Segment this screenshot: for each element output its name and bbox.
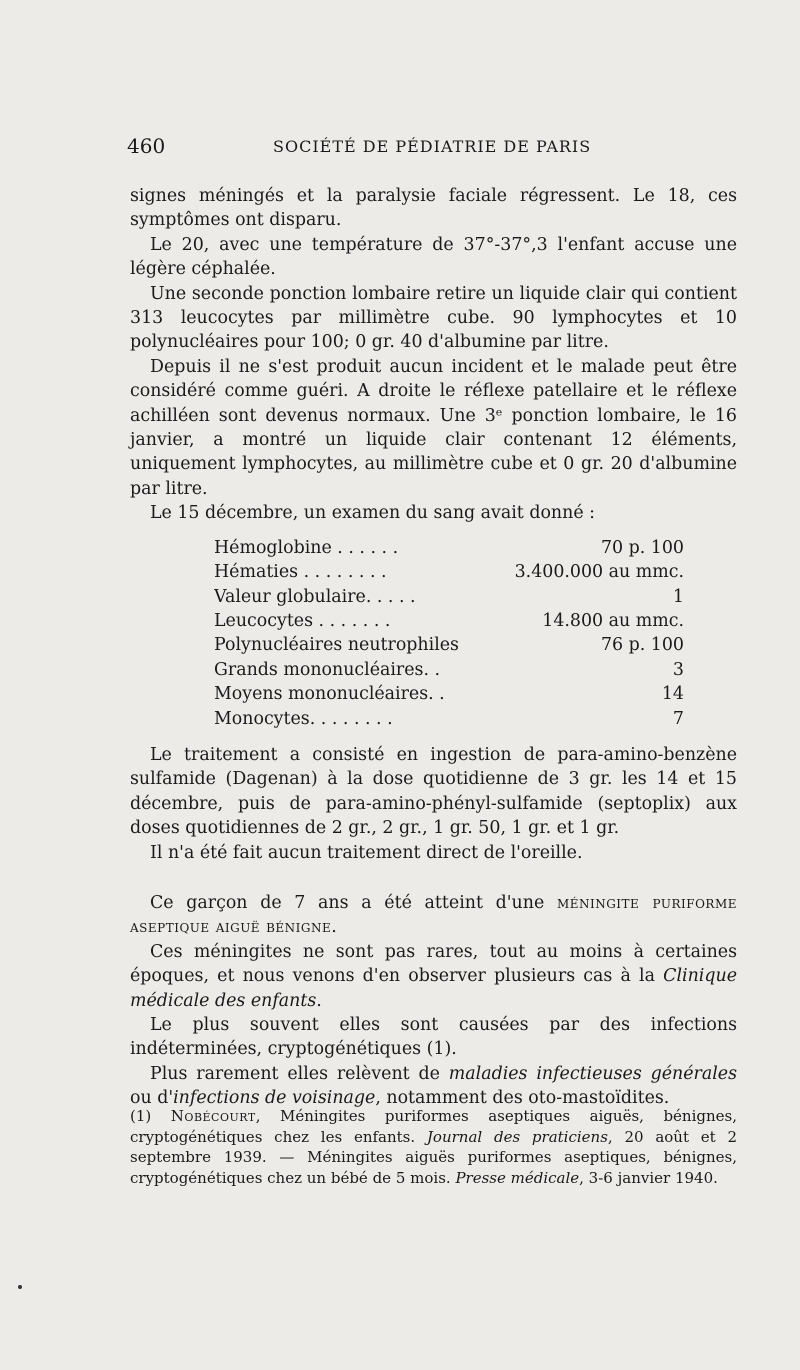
paragraph-text: . — [316, 990, 322, 1011]
paragraph — [130, 1062, 737, 1111]
paragraph: Depuis il ne s'est produit aucun incident et le malade peut être considéré comme guéri. A droite le réflexe patellaire et le réflexe achilléen sont devenus normaux. Une 3ᵉ ponction lombaire, le 16 janvier, a montré un liquide clair contenant 12 éléments, uniquement lymphocytes, au millimètre cube et 0 gr. 20 d'albumine par litre. — [130, 356, 737, 499]
footnote — [130, 1106, 737, 1188]
paragraph: Le 20, avec une température de 37°-37°,3 l'enfant accuse une légère céphalée. — [130, 234, 737, 280]
table-value: 1 — [672, 586, 684, 607]
table-value: 3 — [672, 659, 684, 680]
footnote-text: , Méningites puriformes aseptiques aiguës, bénignes, cryptogénétiques chez les enfants. — [130, 1107, 737, 1146]
body-text — [130, 184, 737, 1111]
table-row — [214, 560, 714, 584]
page-header — [127, 134, 737, 160]
table-row — [214, 633, 714, 657]
table-label: Monocytes. . . . . . . . — [214, 708, 393, 729]
table-label: Polynucléaires neutrophiles — [214, 635, 459, 656]
section-gap — [130, 865, 737, 891]
paragraph-text: Plus rarement elles relèvent de — [150, 1063, 449, 1084]
table-row — [214, 707, 714, 731]
table-value: 14.800 au mmc. — [542, 610, 684, 631]
table-label: Hémoglobine . . . . . . — [214, 537, 399, 558]
footnote-text: , 3-6 janvier 1940. — [579, 1168, 718, 1187]
paragraph: Le plus souvent elles sont causées par des infections indéterminées, cryptogénétiques (1). — [130, 1015, 737, 1060]
paragraph-text: , notamment des oto-mastoïdites. — [375, 1088, 670, 1109]
table-value: 7 — [672, 708, 684, 729]
table-label: Valeur globulaire. . . . . — [214, 586, 416, 607]
footnote-journal: Journal des praticiens — [426, 1127, 608, 1146]
paragraph: Une seconde ponction lombaire retire un liquide clair qui contient 313 leucocytes par millimètre cube. 90 lymphocytes et 10 polynucléaires pour 100; 0 gr. 40 d'albumine par litre. — [130, 283, 737, 353]
ink-speck — [18, 1285, 22, 1289]
table-value: 76 p. 100 — [600, 635, 684, 656]
paragraph: signes méningés et la paralysie faciale régressent. Le 18, ces symptômes ont disparu. — [130, 186, 737, 231]
small-caps-diagnosis: méningite puriforme aseptique aiguë bénigne — [130, 892, 737, 938]
table-row — [214, 658, 714, 682]
table-row — [214, 609, 714, 633]
paragraph: Le 15 décembre, un examen du sang avait donné : — [150, 503, 596, 524]
table-row — [214, 682, 714, 706]
footnote-author: Nobécourt — [170, 1107, 256, 1125]
paragraph-text: Ce garçon de 7 ans a été atteint d'une — [150, 892, 557, 913]
italic-text: Clinique médicale des enfants — [130, 966, 737, 1011]
table-label: Hématies . . . . . . . . — [214, 562, 387, 583]
table-value: 14 — [661, 684, 684, 705]
italic-text: infections de voisinage — [173, 1088, 376, 1109]
page-number: 460 — [127, 134, 166, 158]
paragraph-text: Ces méningites ne sont pas rares, tout au moins à certaines époques, et nous venons d'en observer plusieurs cas à la — [130, 941, 737, 987]
blood-test-table — [214, 536, 714, 731]
paragraph — [130, 940, 737, 1013]
italic-text: maladies infectieuses générales — [448, 1063, 737, 1084]
paragraph: Le traitement a consisté en ingestion de para-amino-benzène sulfamide (Dagenan) à la dose quotidienne de 3 gr. les 14 et 15 décembre, puis de para-amino-phényl-sulfamide (septoplix) aux doses quotidiennes de 2 gr., 2 gr., 1 gr. 50, 1 gr. et 1 gr. — [130, 744, 737, 839]
table-row — [214, 585, 714, 609]
running-head: SOCIÉTÉ DE PÉDIATRIE DE PARIS — [273, 137, 592, 156]
footnote-marker: (1) — [130, 1107, 171, 1125]
table-label: Leucocytes . . . . . . . — [214, 610, 391, 631]
table-label: Grands mononucléaires. . — [214, 659, 441, 680]
paragraph: Il n'a été fait aucun traitement direct de l'oreille. — [150, 842, 583, 863]
footnote-journal: Presse médicale — [455, 1168, 580, 1187]
table-row — [214, 536, 714, 560]
paragraph-text: ou d' — [130, 1088, 174, 1109]
paragraph-text: . — [331, 917, 337, 938]
table-value: 70 p. 100 — [600, 537, 684, 558]
footnote-text: , 20 août et 2 septembre 1939. — Méningites aiguës puriformes aseptiques, bénignes, cryptogénétiques chez un bébé de 5 mois. — [130, 1127, 738, 1187]
table-label: Moyens mononucléaires. . — [214, 684, 445, 705]
paragraph — [130, 891, 737, 940]
table-value: 3.400.000 au mmc. — [514, 562, 684, 583]
